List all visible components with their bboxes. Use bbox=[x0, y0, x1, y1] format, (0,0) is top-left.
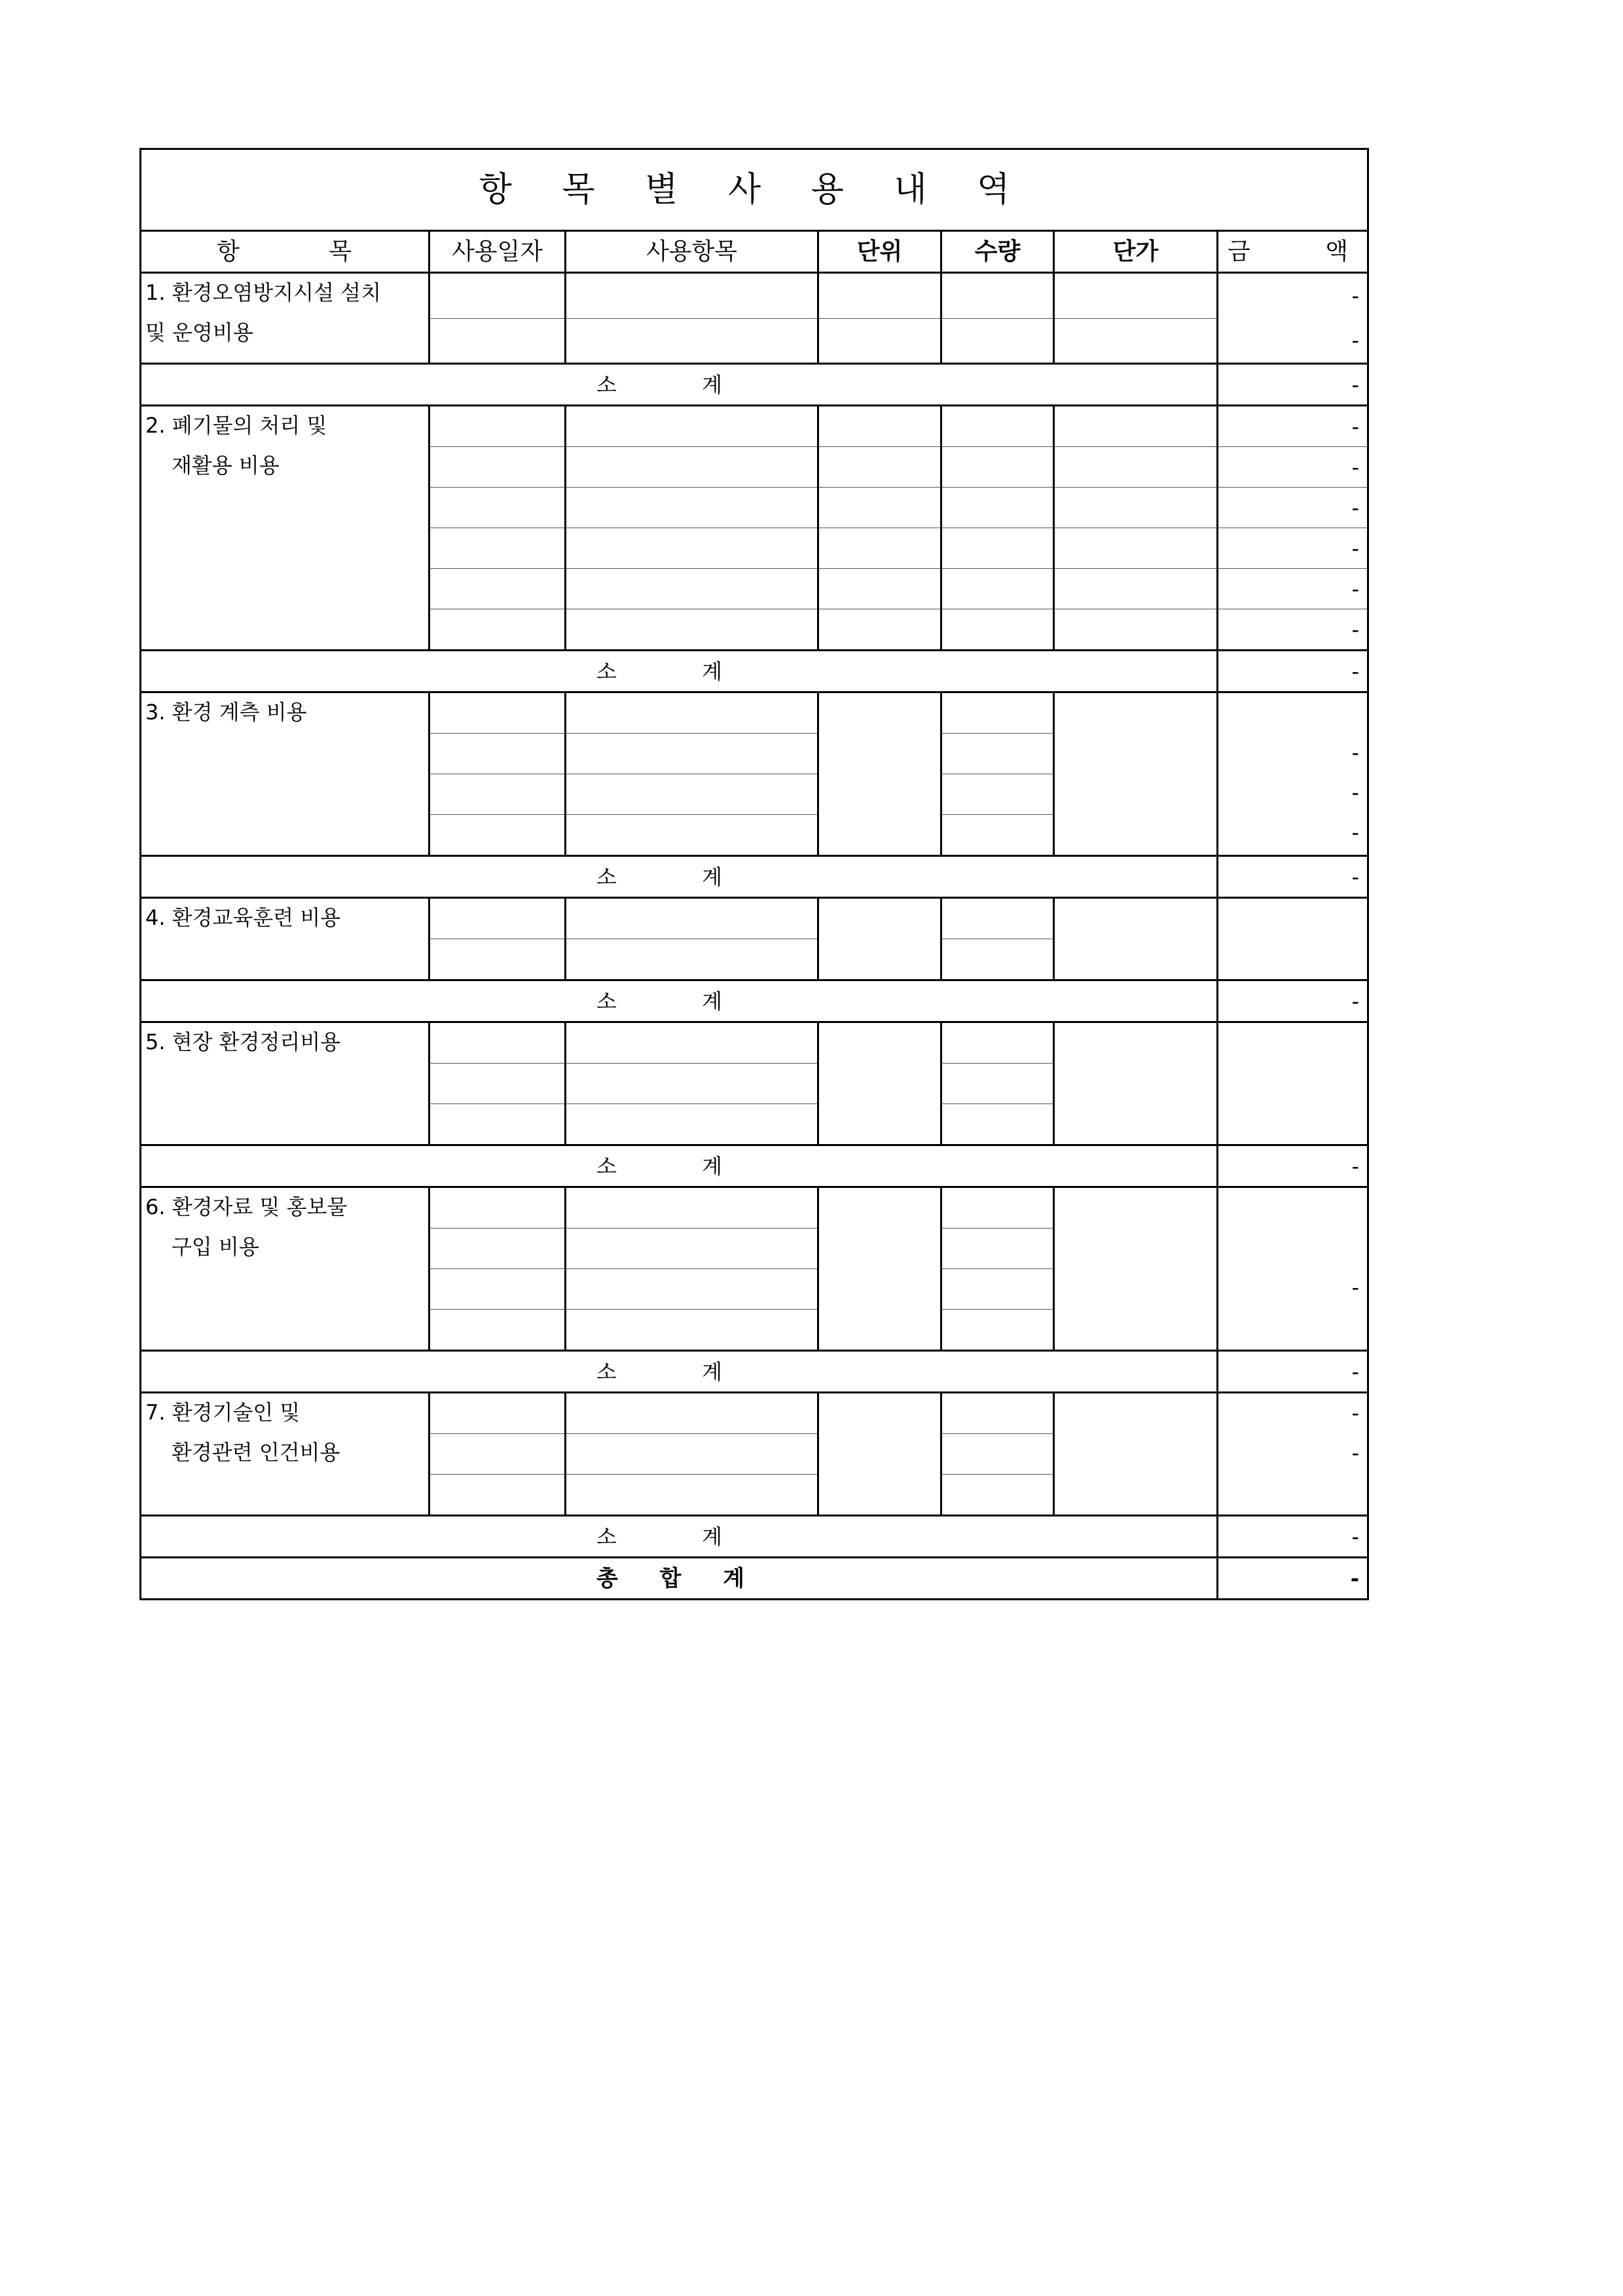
section-1-line2: 및 운영비용 bbox=[145, 320, 253, 345]
usage-cell[interactable] bbox=[566, 1475, 818, 1516]
usage-cell[interactable] bbox=[566, 815, 818, 856]
date-cell[interactable] bbox=[429, 1269, 566, 1310]
subtotal-label: 소 계 bbox=[141, 980, 1218, 1022]
section-6-row bbox=[141, 1187, 1368, 1229]
usage-cell[interactable] bbox=[566, 569, 818, 609]
qty-cell[interactable] bbox=[941, 1475, 1054, 1516]
usage-cell[interactable] bbox=[566, 734, 818, 774]
usage-cell[interactable] bbox=[566, 1229, 818, 1269]
section-3-row bbox=[141, 692, 1368, 734]
qty-cell[interactable] bbox=[941, 1229, 1054, 1269]
qty-cell[interactable] bbox=[941, 528, 1054, 569]
title-row bbox=[141, 149, 1368, 231]
usage-cell[interactable] bbox=[566, 1187, 818, 1229]
section-1-row bbox=[141, 273, 1368, 319]
qty-cell[interactable] bbox=[941, 1434, 1054, 1475]
usage-cell[interactable] bbox=[566, 273, 818, 319]
amount-cell[interactable]: - bbox=[1218, 609, 1368, 651]
section-1-label bbox=[141, 273, 429, 364]
price-cell[interactable] bbox=[1054, 447, 1218, 488]
grand-total-amount: - bbox=[1218, 1558, 1368, 1600]
usage-cell[interactable] bbox=[566, 1269, 818, 1310]
header-date: 사용일자 bbox=[429, 231, 566, 273]
amount-line: - bbox=[1351, 820, 1359, 845]
subtotal-row bbox=[141, 1145, 1368, 1187]
qty-cell[interactable] bbox=[941, 609, 1054, 651]
section-4-row bbox=[141, 898, 1368, 939]
unit-cell[interactable] bbox=[818, 406, 941, 447]
header-price: 단가 bbox=[1054, 231, 1218, 273]
amount-cell[interactable]: - bbox=[1218, 569, 1368, 609]
price-cell[interactable] bbox=[1054, 406, 1218, 447]
section-5-row bbox=[141, 1022, 1368, 1064]
usage-cell[interactable] bbox=[566, 1393, 818, 1434]
date-cell[interactable] bbox=[429, 692, 566, 734]
amount-cell[interactable]: - bbox=[1218, 528, 1368, 569]
section-4-line1: 4. 환경교육훈련 비용 bbox=[145, 905, 341, 930]
section-4-label bbox=[141, 898, 429, 980]
date-cell[interactable] bbox=[429, 1229, 566, 1269]
qty-cell[interactable] bbox=[941, 447, 1054, 488]
date-cell[interactable] bbox=[429, 898, 566, 939]
usage-details-sheet bbox=[139, 148, 1369, 1600]
subtotal-label: 소 계 bbox=[141, 1145, 1218, 1187]
date-cell[interactable] bbox=[429, 815, 566, 856]
unit-cell[interactable] bbox=[818, 488, 941, 528]
usage-table bbox=[139, 148, 1369, 1600]
price-cell[interactable] bbox=[1054, 898, 1218, 980]
date-cell[interactable] bbox=[429, 528, 566, 569]
section-5-line1: 5. 현장 환경정리비용 bbox=[145, 1030, 341, 1054]
amount-line: - bbox=[1351, 740, 1359, 765]
usage-cell[interactable] bbox=[566, 774, 818, 815]
unit-cell[interactable] bbox=[818, 318, 941, 364]
date-cell[interactable] bbox=[429, 406, 566, 447]
qty-cell[interactable] bbox=[941, 815, 1054, 856]
amount-cell[interactable]: - bbox=[1218, 406, 1368, 447]
qty-cell[interactable] bbox=[941, 273, 1054, 319]
unit-cell[interactable] bbox=[818, 447, 941, 488]
qty-cell[interactable] bbox=[941, 734, 1054, 774]
subtotal-label: 소 계 bbox=[141, 651, 1218, 692]
unit-cell[interactable] bbox=[818, 1393, 941, 1516]
subtotal-amount: - bbox=[1218, 1516, 1368, 1558]
date-cell[interactable] bbox=[429, 1310, 566, 1351]
subtotal-row bbox=[141, 980, 1368, 1022]
subtotal-amount: - bbox=[1218, 1351, 1368, 1393]
unit-cell[interactable] bbox=[818, 609, 941, 651]
header-usage: 사용항목 bbox=[566, 231, 818, 273]
amount-line: - bbox=[1351, 780, 1359, 805]
amount-line: - bbox=[1351, 1441, 1359, 1465]
amount-cell[interactable]: - bbox=[1218, 447, 1368, 488]
section-2-line2: 재활용 비용 bbox=[172, 453, 280, 478]
unit-cell[interactable] bbox=[818, 569, 941, 609]
subtotal-row bbox=[141, 364, 1368, 406]
section-7-line1: 7. 환경기술인 및 bbox=[145, 1400, 301, 1425]
qty-cell[interactable] bbox=[941, 692, 1054, 734]
header-row bbox=[141, 231, 1368, 273]
usage-cell[interactable] bbox=[566, 406, 818, 447]
subtotal-label: 소 계 bbox=[141, 856, 1218, 898]
amount-line: - bbox=[1351, 1401, 1359, 1426]
amount-cell[interactable]: - bbox=[1218, 488, 1368, 528]
section-7-line2: 환경관련 인건비용 bbox=[172, 1440, 340, 1465]
unit-cell[interactable] bbox=[818, 1022, 941, 1145]
amount-spacer bbox=[1218, 693, 1367, 733]
usage-cell[interactable] bbox=[566, 609, 818, 651]
amount-cell[interactable] bbox=[1218, 1393, 1368, 1516]
qty-cell[interactable] bbox=[941, 1022, 1054, 1064]
usage-cell[interactable] bbox=[566, 318, 818, 364]
section-7-row bbox=[141, 1393, 1368, 1434]
qty-cell[interactable] bbox=[941, 939, 1054, 980]
section-3-line1: 3. 환경 계측 비용 bbox=[145, 700, 307, 725]
date-cell[interactable] bbox=[429, 1187, 566, 1229]
subtotal-amount: - bbox=[1218, 1145, 1368, 1187]
header-qty: 수량 bbox=[941, 231, 1054, 273]
date-cell[interactable] bbox=[429, 1475, 566, 1516]
price-cell[interactable] bbox=[1054, 1187, 1218, 1351]
section-7-label bbox=[141, 1393, 429, 1516]
header-unit: 단위 bbox=[818, 231, 941, 273]
amount-cell[interactable] bbox=[1218, 1187, 1368, 1351]
section-6-line1: 6. 환경자료 및 홍보물 bbox=[145, 1194, 348, 1219]
qty-cell[interactable] bbox=[941, 406, 1054, 447]
date-cell[interactable] bbox=[429, 1434, 566, 1475]
date-cell[interactable] bbox=[429, 318, 566, 364]
amount-cell[interactable]: - bbox=[1218, 273, 1368, 319]
price-cell[interactable] bbox=[1054, 488, 1218, 528]
subtotal-row bbox=[141, 651, 1368, 692]
grand-total-label: 총 합 계 bbox=[141, 1558, 1218, 1600]
price-cell[interactable] bbox=[1054, 569, 1218, 609]
qty-cell[interactable] bbox=[941, 1393, 1054, 1434]
unit-cell[interactable] bbox=[818, 528, 941, 569]
subtotal-label: 소 계 bbox=[141, 364, 1218, 406]
qty-cell[interactable] bbox=[941, 774, 1054, 815]
header-item: 항 목 bbox=[141, 231, 429, 273]
price-cell[interactable] bbox=[1054, 609, 1218, 651]
amount-cell[interactable] bbox=[1218, 1022, 1368, 1145]
amount-line: - bbox=[1351, 1275, 1359, 1300]
amount-cell[interactable] bbox=[1218, 692, 1368, 856]
usage-cell[interactable] bbox=[566, 1310, 818, 1351]
unit-cell[interactable] bbox=[818, 1187, 941, 1351]
qty-cell[interactable] bbox=[941, 1187, 1054, 1229]
qty-cell[interactable] bbox=[941, 1269, 1054, 1310]
price-cell[interactable] bbox=[1054, 1393, 1218, 1516]
usage-cell[interactable] bbox=[566, 528, 818, 569]
unit-cell[interactable] bbox=[818, 692, 941, 856]
date-cell[interactable] bbox=[429, 774, 566, 815]
subtotal-row bbox=[141, 1516, 1368, 1558]
section-6-line2: 구입 비용 bbox=[172, 1234, 259, 1259]
subtotal-label: 소 계 bbox=[141, 1351, 1218, 1393]
amount-cell[interactable]: - bbox=[1218, 318, 1368, 364]
subtotal-label: 소 계 bbox=[141, 1516, 1218, 1558]
usage-cell[interactable] bbox=[566, 488, 818, 528]
usage-cell[interactable] bbox=[566, 1064, 818, 1104]
qty-cell[interactable] bbox=[941, 1104, 1054, 1145]
date-cell[interactable] bbox=[429, 447, 566, 488]
subtotal-row bbox=[141, 1351, 1368, 1393]
date-cell[interactable] bbox=[429, 734, 566, 774]
unit-cell[interactable] bbox=[818, 898, 941, 980]
section-6-label bbox=[141, 1187, 429, 1351]
date-cell[interactable] bbox=[429, 1064, 566, 1104]
price-cell[interactable] bbox=[1054, 528, 1218, 569]
usage-cell[interactable] bbox=[566, 898, 818, 939]
qty-cell[interactable] bbox=[941, 898, 1054, 939]
subtotal-row bbox=[141, 856, 1368, 898]
usage-cell[interactable] bbox=[566, 1104, 818, 1145]
header-amount: 금 액 bbox=[1218, 231, 1368, 273]
qty-cell[interactable] bbox=[941, 569, 1054, 609]
usage-cell[interactable] bbox=[566, 1022, 818, 1064]
qty-cell[interactable] bbox=[941, 1310, 1054, 1351]
subtotal-amount: - bbox=[1218, 364, 1368, 406]
date-cell[interactable] bbox=[429, 939, 566, 980]
subtotal-amount: - bbox=[1218, 980, 1368, 1022]
price-cell[interactable] bbox=[1054, 692, 1218, 856]
price-cell[interactable] bbox=[1054, 318, 1218, 364]
section-2-label bbox=[141, 406, 429, 651]
section-1-line1: 1. 환경오염방지시설 설치 bbox=[145, 280, 381, 305]
usage-cell[interactable] bbox=[566, 1434, 818, 1475]
date-cell[interactable] bbox=[429, 273, 566, 319]
section-3-label bbox=[141, 692, 429, 856]
amount-cell[interactable] bbox=[1218, 898, 1368, 980]
qty-cell[interactable] bbox=[941, 318, 1054, 364]
subtotal-amount: - bbox=[1218, 651, 1368, 692]
date-cell[interactable] bbox=[429, 1104, 566, 1145]
date-cell[interactable] bbox=[429, 1393, 566, 1434]
date-cell[interactable] bbox=[429, 569, 566, 609]
price-cell[interactable] bbox=[1054, 1022, 1218, 1145]
section-2-row bbox=[141, 406, 1368, 447]
section-5-label bbox=[141, 1022, 429, 1145]
page-title: 항 목 별 사 용 내 역 bbox=[141, 149, 1368, 231]
date-cell[interactable] bbox=[429, 488, 566, 528]
price-cell[interactable] bbox=[1054, 273, 1218, 319]
subtotal-amount: - bbox=[1218, 856, 1368, 898]
amount-spacer bbox=[1218, 1188, 1367, 1268]
usage-cell[interactable] bbox=[566, 447, 818, 488]
date-cell[interactable] bbox=[429, 609, 566, 651]
section-2-line1: 2. 폐기물의 처리 및 bbox=[145, 413, 327, 438]
date-cell[interactable] bbox=[429, 1022, 566, 1064]
unit-cell[interactable] bbox=[818, 273, 941, 319]
usage-cell[interactable] bbox=[566, 692, 818, 734]
qty-cell[interactable] bbox=[941, 488, 1054, 528]
usage-cell[interactable] bbox=[566, 939, 818, 980]
qty-cell[interactable] bbox=[941, 1064, 1054, 1104]
grand-total-row bbox=[141, 1558, 1368, 1600]
